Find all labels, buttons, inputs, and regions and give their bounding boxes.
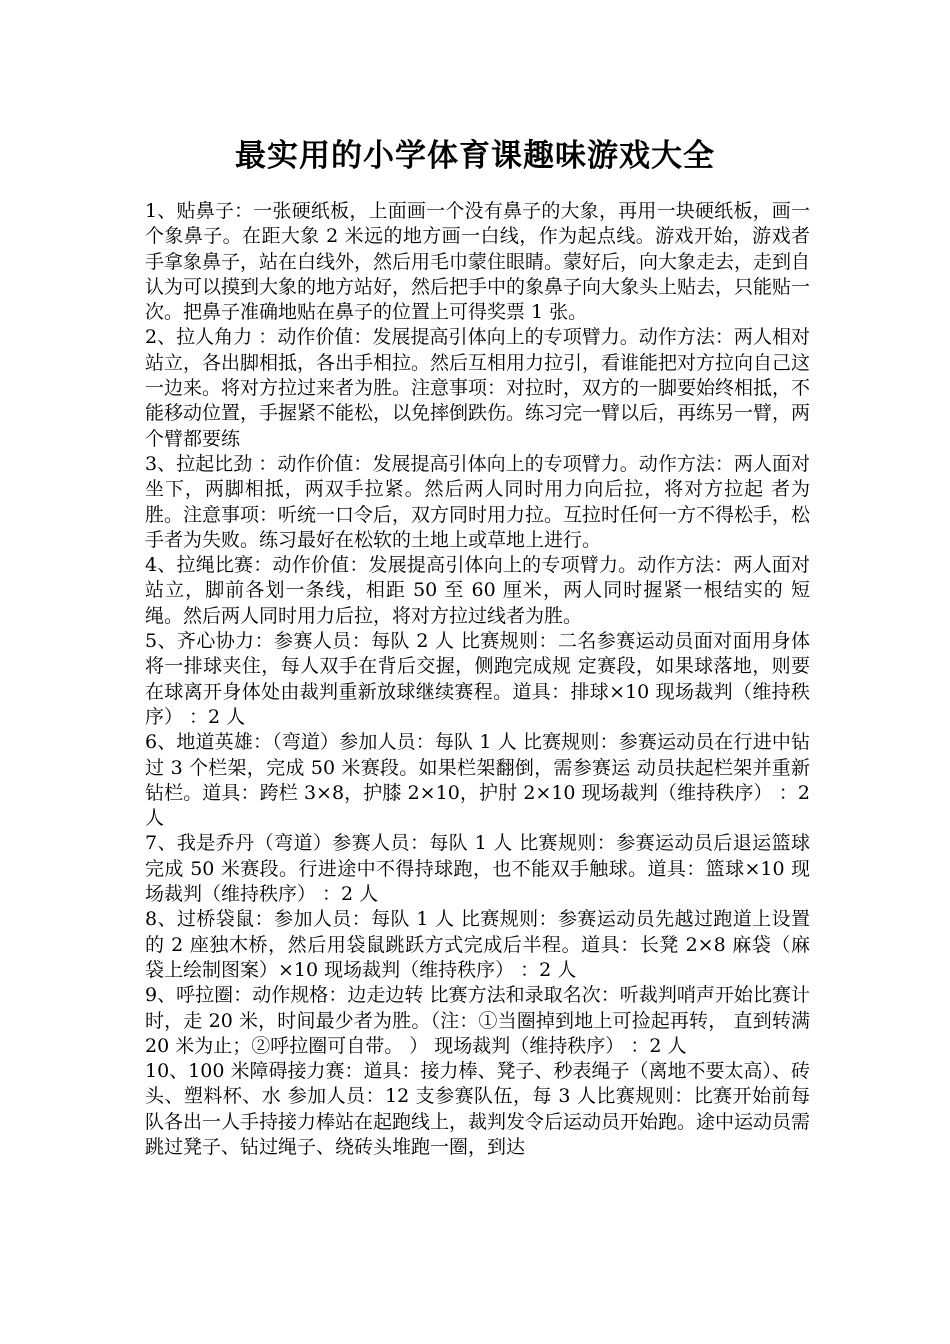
paragraph-9: 9、呼拉圈：动作规格：边走边转 比赛方法和录取名次：听裁判哨声开始比赛计时，走 20 米，时间最少者为胜。（注：①当圈掉到地上可捡起再转， 直到转满 20 米为止；②呼拉圈可自带。 ） 现场裁判（维持秩序） ：2 人 — [145, 984, 810, 1057]
paragraph-8: 8、过桥袋鼠：参加人员：每队 1 人 比赛规则：参赛运动员先越过跑道上设置的 2 座独木桥，然后用袋鼠跳跃方式完成后半程。道具：长凳 2×8 麻袋（麻袋上绘制图案）×10 现场裁判（维持秩序） ：2 人 — [145, 908, 810, 981]
paragraph-5: 5、齐心协力：参赛人员：每队 2 人 比赛规则：二名参赛运动员面对面用身体将一排球夹住，每人双手在背后交握，侧跑完成规 定赛段，如果球落地，则要在球离开身体处由裁判重新放球继续赛程。道具：排球×10 现场裁判（维持秩序） ：2 人 — [145, 630, 810, 728]
paragraph-4: 4、拉绳比赛：动作价值：发展提高引体向上的专项臂力。动作方法：两人面对站立，脚前各划一条线，相距 50 至 60 厘米，两人同时握紧一根结实的 短绳。然后两人同时用力后拉，将对方拉过线者为胜。 — [145, 554, 810, 627]
paragraph-10: 10、100 米障碍接力赛：道具：接力棒、凳子、秒表绳子（离地不要太高）、砖头、塑料杯、水 参加人员：12 支参赛队伍，每 3 人比赛规则：比赛开始前每队各出一人手持接力棒站在起跑线上，裁判发令后运动员开始跑。途中运动员需跳过凳子、钻过绳子、绕砖头堆跑一圈，到达 — [145, 1060, 811, 1158]
document-title: 最实用的小学体育课趣味游戏大全 — [235, 138, 715, 174]
paragraph-7: 7、我是乔丹（弯道）参赛人员：每队 1 人 比赛规则：参赛运动员后退运篮球完成 50 米赛段。行进途中不得持球跑，也不能双手触球。道具：篮球×10 现场裁判（维持秩序） ：2 人 — [145, 832, 810, 906]
paragraph-2: 2、拉人角力 ：动作价值：发展提高引体向上的专项臂力。动作方法：两人相对站立，各出脚相抵，各出手相拉。然后互相用力拉引，看谁能把对方拉向自己这一边来。将对方拉过来者为胜。注意事项：对拉时，双方的一脚要始终相抵，不能移动位置，手握紧不能松，以免摔倒跌伤。练习完一臂以后，再练另一臂，两个臂都要练 — [145, 326, 811, 450]
paragraph-3: 3、拉起比劲 ：动作价值：发展提高引体向上的专项臂力。动作方法：两人面对坐下，两脚相抵，两双手拉紧。然后两人同时用力向后拉，将对方拉起 者为胜。注意事项：听统一口令后，双方同时用力拉。互拉时任何一方不得松手，松手者为失败。练习最好在松软的土地上或草地上进行。 — [145, 452, 811, 551]
paragraph-6: 6、地道英雄：（弯道）参加人员：每队 1 人 比赛规则：参赛运动员在行进中钻过 3 个栏架，完成 50 米赛段。如果栏架翻倒，需参赛运 动员扶起栏架并重新钻栏。道具：跨栏 3×8，护膝 2×10，护肘 2×10 现场裁判（维持秩序） ：2 人 — [145, 731, 810, 830]
paragraph-1: 1、贴鼻子：一张硬纸板，上面画一个没有鼻子的大象，再用一块硬纸板，画一个象鼻子。在距大象 2 米远的地方画一白线，作为起点线。游戏开始，游戏者手拿象鼻子，站在白线外，然后用毛巾蒙住眼睛。蒙好后，向大象走去，走到自认为可以摸到大象的地方站好，然后把手中的象鼻子向大象头上贴去，只能贴一次。把鼻子准确地贴在鼻子的位置上可得奖票 1 张。 — [145, 200, 811, 324]
document-body — [145, 199, 810, 1160]
